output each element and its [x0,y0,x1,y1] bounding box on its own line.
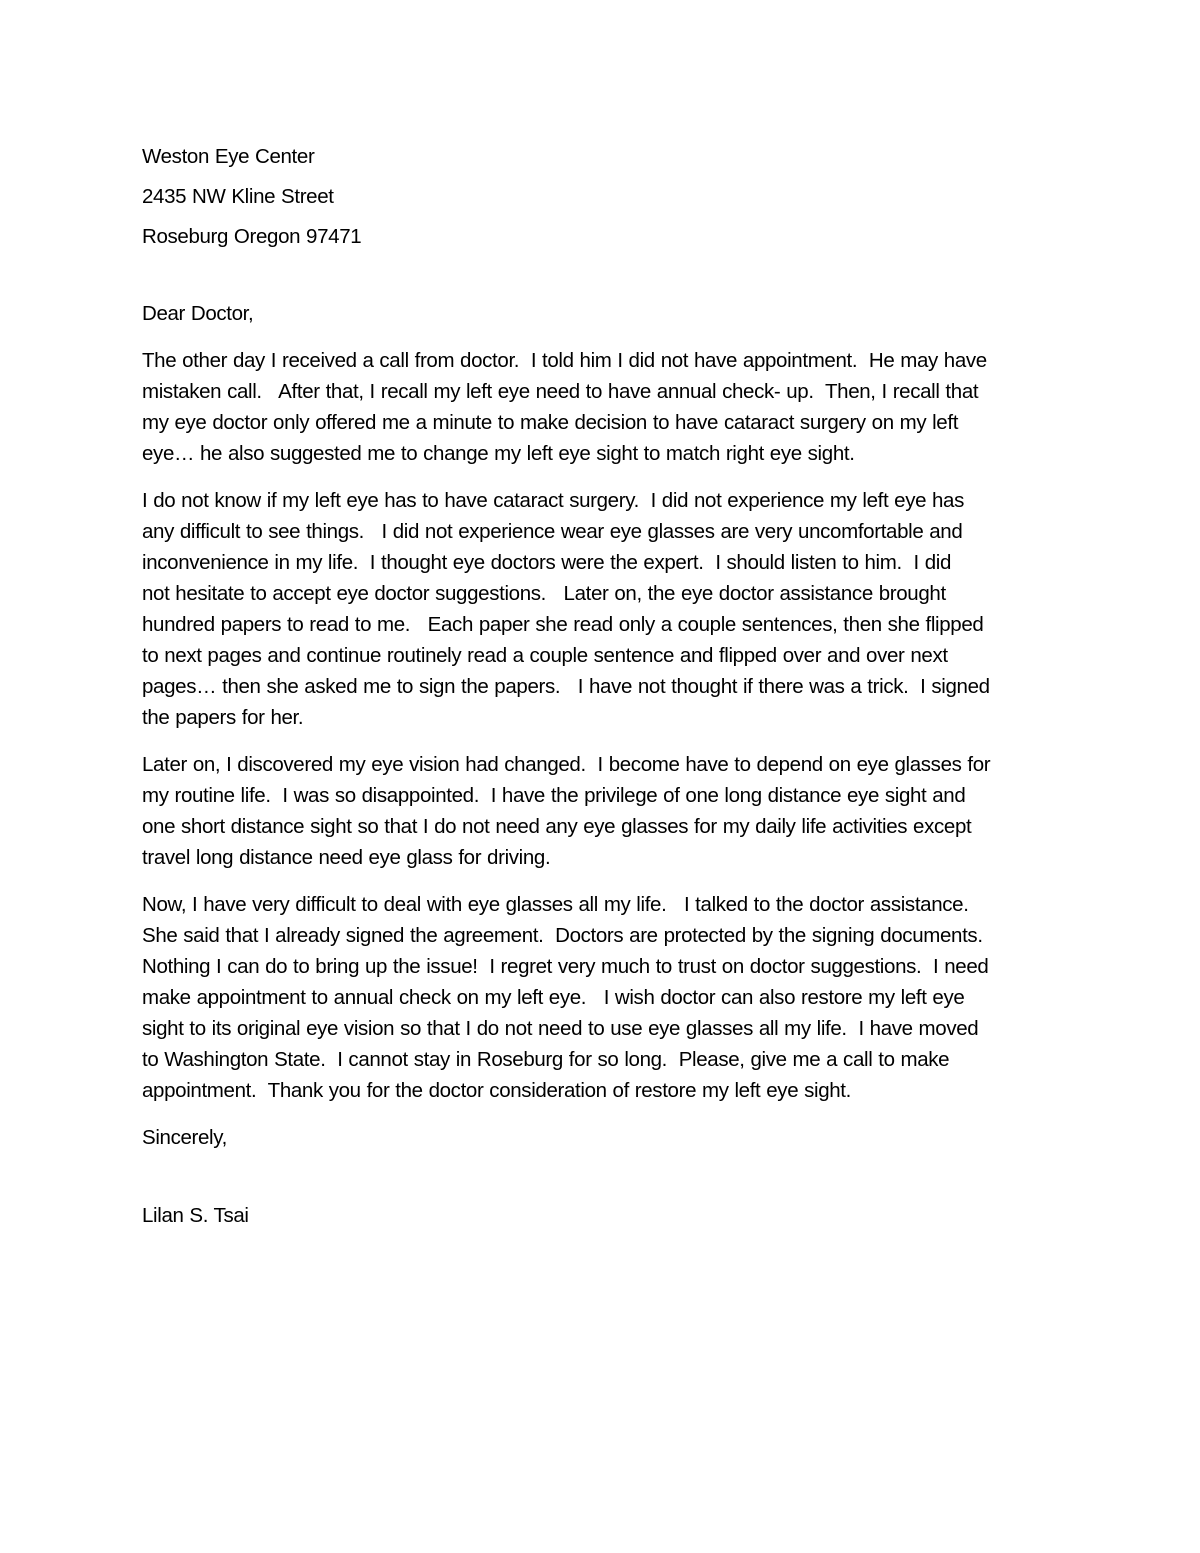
paragraph-line: make appointment to annual check on my left eye. I wish doctor can also restore my left eye [142,986,965,1009]
paragraph-line: mistaken call. After that, I recall my left eye need to have annual check- up. Then, I recall that [142,380,979,403]
address-line-name: Weston Eye Center [142,145,315,168]
paragraph-line: She said that I already signed the agreement. Doctors are protected by the signing documents. [142,924,983,947]
paragraph-line: any difficult to see things. I did not experience wear eye glasses are very uncomfortable and [142,520,963,543]
paragraph-line: not hesitate to accept eye doctor suggestions. Later on, the eye doctor assistance brought [142,582,946,605]
paragraph-line: hundred papers to read to me. Each paper she read only a couple sentences, then she flipped [142,613,984,636]
paragraph-line: travel long distance need eye glass for driving. [142,846,551,869]
paragraph-line: to Washington State. I cannot stay in Roseburg for so long. Please, give me a call to make [142,1048,950,1071]
paragraph-line: my eye doctor only offered me a minute to make decision to have cataract surgery on my left [142,411,959,434]
paragraph [142,889,1067,1106]
paragraph-line: inconvenience in my life. I thought eye doctors were the expert. I should listen to him. I did [142,551,952,574]
letter-body [142,141,1067,1231]
address-line-street: 2435 NW Kline Street [142,185,334,208]
salutation: Dear Doctor, [142,302,254,325]
paragraph-line: appointment. Thank you for the doctor consideration of restore my left eye sight. [142,1079,851,1102]
paragraph-line: the papers for her. [142,706,304,729]
paragraph-line: pages… then she asked me to sign the papers. I have not thought if there was a trick. I signed [142,675,990,698]
recipient-address [142,141,1067,252]
paragraph-line: I do not know if my left eye has to have cataract surgery. I did not experience my left eye has [142,489,965,512]
paragraph [142,749,1067,873]
closing: Sincerely, [142,1126,227,1149]
paragraph-line: eye… he also suggested me to change my left eye sight to match right eye sight. [142,442,855,465]
paragraph [142,485,1067,733]
address-line-city: Roseburg Oregon 97471 [142,225,362,248]
paragraph [142,345,1067,469]
paragraph-line: one short distance sight so that I do not need any eye glasses for my daily life activities except [142,815,972,838]
paragraph-line: Nothing I can do to bring up the issue! I regret very much to trust on doctor suggestions. I need [142,955,989,978]
paragraph-line: The other day I received a call from doctor. I told him I did not have appointment. He may have [142,349,987,372]
paragraph-line: my routine life. I was so disappointed. I have the privilege of one long distance eye sight and [142,784,966,807]
paragraph-line: sight to its original eye vision so that I do not need to use eye glasses all my life. I have moved [142,1017,979,1040]
paragraph-line: to next pages and continue routinely read a couple sentence and flipped over and over next [142,644,948,667]
paragraph-line: Now, I have very difficult to deal with eye glasses all my life. I talked to the doctor assistance. [142,893,969,916]
signature-name: Lilan S. Tsai [142,1204,249,1227]
paragraph-line: Later on, I discovered my eye vision had changed. I become have to depend on eye glasses for [142,753,991,776]
